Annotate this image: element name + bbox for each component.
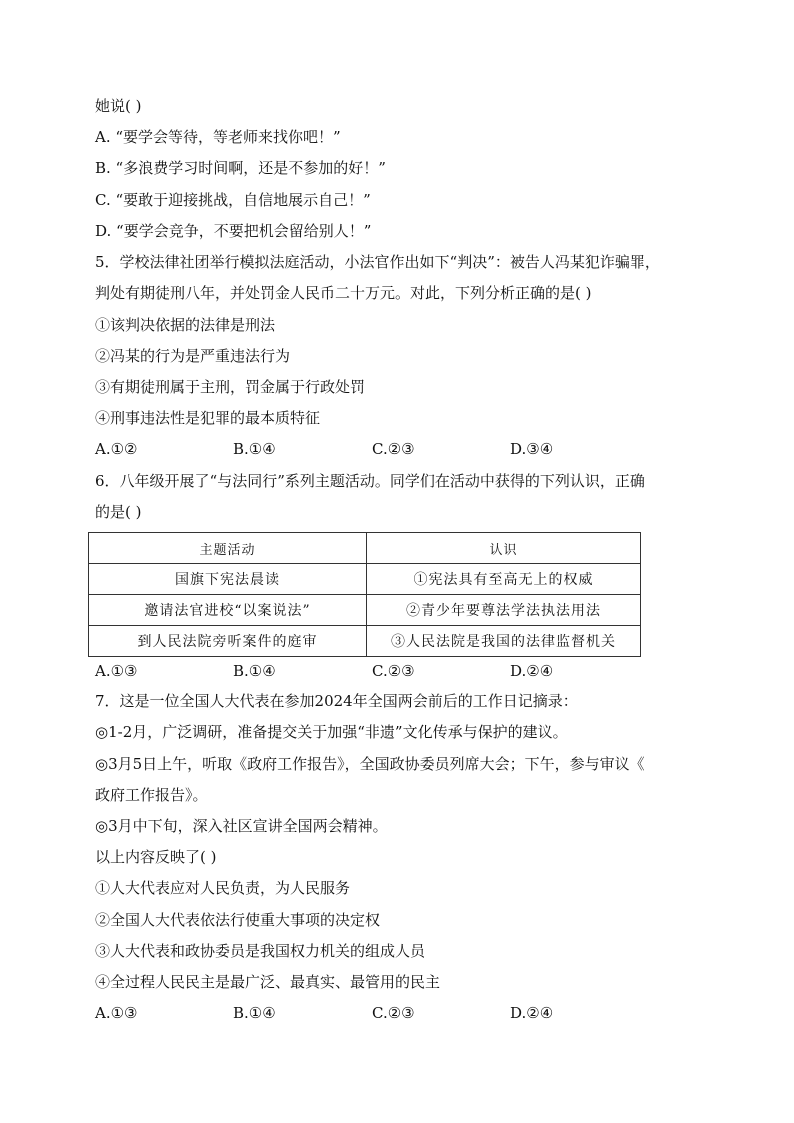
table-cell-understanding: ①宪法具有至高无上的权威: [367, 564, 641, 595]
table-row: [89, 595, 641, 626]
q7-statement-1: ①人大代表应对人民负责，为人民服务: [95, 879, 351, 897]
q6-choice-d: D.②④: [510, 662, 554, 680]
table-row: [89, 564, 641, 595]
q5-statement-3: ③有期徒刑属于主刑，罚金属于行政处罚: [95, 378, 366, 396]
q5-choice-c: C.②③: [372, 440, 415, 458]
q7-diary-3: 政府工作报告》。: [95, 786, 208, 804]
table-cell-activity: 邀请法官进校“以案说法”: [89, 595, 367, 626]
table-header-row: [89, 533, 641, 564]
q7-statement-3: ③人大代表和政协委员是我国权力机关的组成人员: [95, 942, 426, 960]
q7-diary-1: ◎1-2月，广泛调研，准备提交关于加强“非遗”文化传承与保护的建议。: [95, 723, 568, 741]
q7-choice-b: B.①④: [233, 1004, 276, 1022]
q4-stem-end: 她说( ): [95, 97, 142, 115]
q7-statement-2: ②全国人大代表依法行使重大事项的决定权: [95, 911, 381, 929]
q4-option-b: B. “多浪费学习时间啊，还是不参加的好！”: [95, 159, 386, 177]
q7-choice-c: C.②③: [372, 1004, 415, 1022]
q7-statement-4: ④全过程人民民主是最广泛、最真实、最管用的民主: [95, 973, 441, 991]
table-header-activity: 主题活动: [89, 533, 367, 564]
q6-stem-line-2: 的是( ): [95, 503, 142, 521]
table-row: [89, 626, 641, 657]
q5-choice-b: B.①④: [233, 440, 276, 458]
q6-choice-b: B.①④: [233, 662, 276, 680]
table-cell-activity: 国旗下宪法晨读: [89, 564, 367, 595]
q7-diary-4: ◎3月中下旬，深入社区宣讲全国两会精神。: [95, 817, 388, 835]
q5-stem-line-1: 5．学校法律社团举行模拟法庭活动，小法官作出如下“判决”：被告人冯某犯诈骗罪，: [95, 253, 660, 271]
q7-choices: [95, 1003, 695, 1023]
q5-statement-1: ①该判决依据的法律是刑法: [95, 316, 276, 334]
q7-choice-a: A.①③: [95, 1004, 138, 1022]
q5-stem-line-2: 判处有期徒刑八年，并处罚金人民币二十万元。对此，下列分析正确的是( ): [95, 284, 592, 302]
q4-option-c: C. “要敢于迎接挑战，自信地展示自己！”: [95, 191, 371, 209]
q5-choice-a: A.①②: [95, 440, 138, 458]
table-cell-understanding: ②青少年要尊法学法执法用法: [367, 595, 641, 626]
q7-stem: 7．这是一位全国人大代表在参加2024年全国两会前后的工作日记摘录：: [95, 692, 578, 710]
q6-activity-table: [88, 532, 641, 657]
q7-question: 以上内容反映了( ): [95, 848, 217, 866]
q5-statement-4: ④刑事违法性是犯罪的最本质特征: [95, 409, 321, 427]
q5-statement-2: ②冯某的行为是严重违法行为: [95, 347, 291, 365]
table-cell-understanding: ③人民法院是我国的法律监督机关: [367, 626, 641, 657]
q5-choice-d: D.③④: [510, 440, 554, 458]
q6-choice-c: C.②③: [372, 662, 415, 680]
table-cell-activity: 到人民法院旁听案件的庭审: [89, 626, 367, 657]
q5-choices: [95, 439, 695, 459]
q6-choice-a: A.①③: [95, 662, 138, 680]
q4-option-d: D. “要学会竞争，不要把机会留给别人！”: [95, 222, 372, 240]
q7-diary-2: ◎3月5日上午，听取《政府工作报告》，全国政协委员列席大会；下午，参与审议《: [95, 755, 645, 773]
q6-choices: [95, 661, 695, 681]
q6-stem-line-1: 6．八年级开展了“与法同行”系列主题活动。同学们在活动中获得的下列认识，正确: [95, 472, 645, 490]
table-header-understanding: 认识: [367, 533, 641, 564]
q7-choice-d: D.②④: [510, 1004, 554, 1022]
q4-option-a: A. “要学会等待，等老师来找你吧！”: [95, 128, 341, 146]
